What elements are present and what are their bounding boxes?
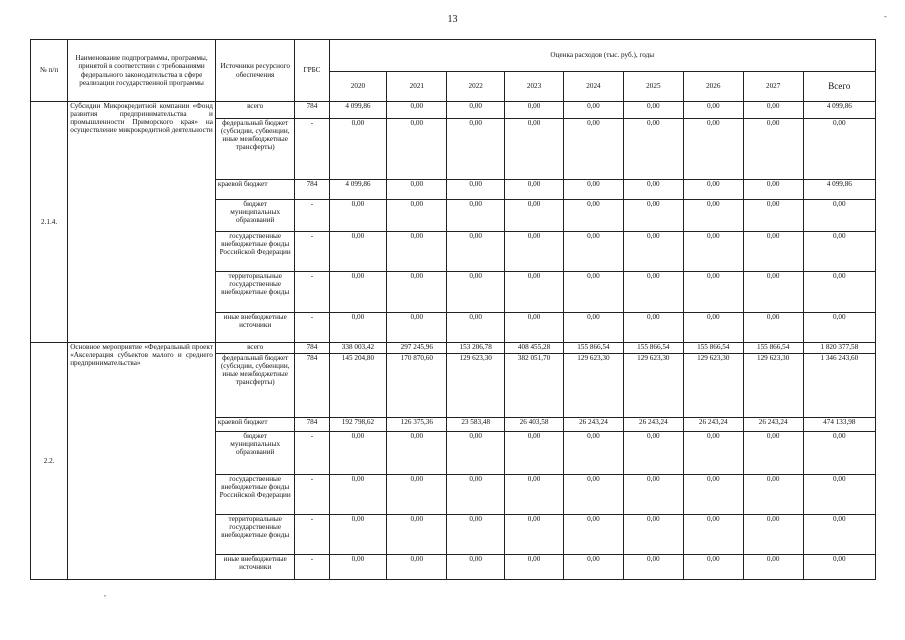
year-value: 0,00 xyxy=(623,200,683,232)
year-value: 0,00 xyxy=(387,232,447,272)
year-value: 0,00 xyxy=(505,180,564,200)
year-value: 0,00 xyxy=(563,555,623,580)
year-value: 0,00 xyxy=(683,102,743,119)
col-header-year: 2022 xyxy=(447,72,505,102)
total-value: 4 099,86 xyxy=(803,180,875,200)
total-value: 0,00 xyxy=(803,432,875,475)
year-value: 0,00 xyxy=(447,232,505,272)
year-value: 0,00 xyxy=(683,475,743,515)
year-value: 0,00 xyxy=(447,119,505,180)
grbs-code: 784 xyxy=(295,343,329,354)
funding-source: территориальные государственные внебюджетные фонды xyxy=(215,515,295,555)
year-value: 0,00 xyxy=(447,475,505,515)
total-value: 0,00 xyxy=(803,475,875,515)
total-value: 0,00 xyxy=(803,515,875,555)
year-value: 0,00 xyxy=(683,313,743,343)
funding-source: бюджет муниципальных образований xyxy=(215,432,295,475)
total-value: 0,00 xyxy=(803,272,875,313)
funding-source: иные внебюджетные источники xyxy=(215,313,295,343)
year-value: 0,00 xyxy=(623,432,683,475)
total-value: 0,00 xyxy=(803,232,875,272)
year-value: 0,00 xyxy=(329,313,387,343)
year-value: 26 403,58 xyxy=(505,418,564,432)
year-value: 0,00 xyxy=(683,119,743,180)
grbs-code: 784 xyxy=(295,180,329,200)
year-value: 0,00 xyxy=(683,200,743,232)
year-value: 0,00 xyxy=(447,313,505,343)
funding-source: государственные внебюджетные фонды Российской Федерации xyxy=(215,232,295,272)
year-value: 153 206,78 xyxy=(447,343,505,354)
year-value: 0,00 xyxy=(505,200,564,232)
grbs-code: 784 xyxy=(295,418,329,432)
page-number: 13 xyxy=(447,14,458,25)
year-value: 0,00 xyxy=(743,555,803,580)
col-header-year: 2023 xyxy=(505,72,564,102)
year-value: 26 243,24 xyxy=(683,418,743,432)
grbs-code: - xyxy=(295,432,329,475)
year-value: 0,00 xyxy=(743,432,803,475)
year-value: 0,00 xyxy=(505,432,564,475)
grbs-code: - xyxy=(295,313,329,343)
year-value: 0,00 xyxy=(743,313,803,343)
col-header-total: Всего xyxy=(803,72,875,102)
year-value: 0,00 xyxy=(623,313,683,343)
year-value: 129 623,30 xyxy=(683,354,743,418)
col-header-year: 2025 xyxy=(623,72,683,102)
year-value: 0,00 xyxy=(329,272,387,313)
year-value: 0,00 xyxy=(505,272,564,313)
year-value: 0,00 xyxy=(563,515,623,555)
total-value: 474 133,98 xyxy=(803,418,875,432)
year-value: 0,00 xyxy=(505,232,564,272)
funding-source: иные внебюджетные источники xyxy=(215,555,295,580)
col-header-estimate: Оценка расходов (тыс. руб.), годы xyxy=(329,40,875,72)
year-value: 0,00 xyxy=(623,272,683,313)
col-header-number: № п/п xyxy=(31,40,68,102)
grbs-code: - xyxy=(295,555,329,580)
funding-source: территориальные государственные внебюджетные фонды xyxy=(215,272,295,313)
grbs-code: - xyxy=(295,475,329,515)
year-value: 382 051,70 xyxy=(505,354,564,418)
total-value: 0,00 xyxy=(803,313,875,343)
year-value: 0,00 xyxy=(683,232,743,272)
year-value: 0,00 xyxy=(329,232,387,272)
year-value: 192 798,62 xyxy=(329,418,387,432)
grbs-code: 784 xyxy=(295,354,329,418)
year-value: 0,00 xyxy=(563,232,623,272)
row-number: 2.1.4. xyxy=(31,102,68,343)
table-header xyxy=(31,40,876,102)
col-header-source: Источники ресурсного обеспечения xyxy=(215,40,295,102)
year-value: 0,00 xyxy=(447,432,505,475)
activity-name: Субсидии Микрокредитной компании «Фонд развития предпринимательства и промышленности Приморского края» на осуществление микрокредитной деятельности xyxy=(68,102,216,343)
year-value: 155 866,54 xyxy=(623,343,683,354)
scan-mark: , xyxy=(104,589,106,598)
year-value: 0,00 xyxy=(329,515,387,555)
col-header-year: 2026 xyxy=(683,72,743,102)
year-value: 170 870,60 xyxy=(387,354,447,418)
col-header-year: 2024 xyxy=(563,72,623,102)
year-value: 26 243,24 xyxy=(623,418,683,432)
total-value: 0,00 xyxy=(803,200,875,232)
year-value: 0,00 xyxy=(387,180,447,200)
year-value: 0,00 xyxy=(387,272,447,313)
year-value: 0,00 xyxy=(623,475,683,515)
row-number: 2.2. xyxy=(31,343,68,580)
activity-name: Основное мероприятие «Федеральный проект «Акселерация субъектов малого и среднего предпринимательства» xyxy=(68,343,216,580)
table-body xyxy=(31,102,876,580)
year-value: 0,00 xyxy=(447,200,505,232)
year-value: 0,00 xyxy=(563,475,623,515)
year-value: 0,00 xyxy=(623,102,683,119)
year-value: 26 243,24 xyxy=(563,418,623,432)
year-value: 23 583,48 xyxy=(447,418,505,432)
year-value: 0,00 xyxy=(387,313,447,343)
year-value: 0,00 xyxy=(683,180,743,200)
year-value: 0,00 xyxy=(563,272,623,313)
year-value: 129 623,30 xyxy=(447,354,505,418)
year-value: 155 866,54 xyxy=(563,343,623,354)
year-value: 0,00 xyxy=(505,119,564,180)
scan-mark: - xyxy=(884,12,887,21)
year-value: 0,00 xyxy=(329,475,387,515)
year-value: 0,00 xyxy=(329,119,387,180)
year-value: 0,00 xyxy=(447,102,505,119)
funding-source: федеральный бюджет (субсидии, субвенции, иные межбюджетные трансферты) xyxy=(215,354,295,418)
year-value: 155 866,54 xyxy=(743,343,803,354)
funding-source: государственные внебюджетные фонды Российской Федерации xyxy=(215,475,295,515)
year-value: 0,00 xyxy=(505,555,564,580)
year-value: 0,00 xyxy=(329,432,387,475)
year-value: 0,00 xyxy=(623,180,683,200)
year-value: 0,00 xyxy=(563,180,623,200)
year-value: 129 623,30 xyxy=(743,354,803,418)
year-value: 0,00 xyxy=(743,272,803,313)
year-value: 0,00 xyxy=(623,232,683,272)
year-value: 297 245,96 xyxy=(387,343,447,354)
year-value: 0,00 xyxy=(387,555,447,580)
year-value: 0,00 xyxy=(387,102,447,119)
year-value: 0,00 xyxy=(505,313,564,343)
year-value: 129 623,30 xyxy=(623,354,683,418)
year-value: 0,00 xyxy=(563,313,623,343)
year-value: 0,00 xyxy=(387,200,447,232)
year-value: 126 375,36 xyxy=(387,418,447,432)
year-value: 0,00 xyxy=(563,200,623,232)
year-value: 4 099,86 xyxy=(329,180,387,200)
total-value: 4 099,86 xyxy=(803,102,875,119)
grbs-code: 784 xyxy=(295,102,329,119)
grbs-code: - xyxy=(295,272,329,313)
col-header-year: 2021 xyxy=(387,72,447,102)
total-value: 1 346 243,60 xyxy=(803,354,875,418)
col-header-year: 2027 xyxy=(743,72,803,102)
year-value: 0,00 xyxy=(743,200,803,232)
year-value: 0,00 xyxy=(743,119,803,180)
table-row xyxy=(31,102,876,119)
budget-table xyxy=(30,39,876,580)
col-header-grbs: ГРБС xyxy=(295,40,329,102)
year-value: 0,00 xyxy=(563,432,623,475)
year-value: 0,00 xyxy=(563,119,623,180)
year-value: 129 623,30 xyxy=(563,354,623,418)
year-value: 0,00 xyxy=(683,555,743,580)
year-value: 0,00 xyxy=(447,515,505,555)
year-value: 0,00 xyxy=(743,515,803,555)
funding-source: краевой бюджет xyxy=(215,418,295,432)
grbs-code: - xyxy=(295,119,329,180)
year-value: 155 866,54 xyxy=(683,343,743,354)
grbs-code: - xyxy=(295,232,329,272)
year-value: 408 455,28 xyxy=(505,343,564,354)
year-value: 0,00 xyxy=(623,515,683,555)
year-value: 0,00 xyxy=(505,515,564,555)
year-value: 0,00 xyxy=(743,475,803,515)
year-value: 0,00 xyxy=(447,555,505,580)
grbs-code: - xyxy=(295,515,329,555)
year-value: 0,00 xyxy=(505,475,564,515)
year-value: 0,00 xyxy=(329,555,387,580)
year-value: 0,00 xyxy=(387,515,447,555)
year-value: 0,00 xyxy=(683,515,743,555)
year-value: 0,00 xyxy=(563,102,623,119)
year-value: 0,00 xyxy=(743,232,803,272)
grbs-code: - xyxy=(295,200,329,232)
total-value: 0,00 xyxy=(803,119,875,180)
year-value: 0,00 xyxy=(447,272,505,313)
year-value: 0,00 xyxy=(505,102,564,119)
year-value: 0,00 xyxy=(387,475,447,515)
header-row xyxy=(31,40,876,72)
table-row xyxy=(31,343,876,354)
funding-source: всего xyxy=(215,343,295,354)
funding-source: всего xyxy=(215,102,295,119)
funding-source: бюджет муниципальных образований xyxy=(215,200,295,232)
year-value: 0,00 xyxy=(447,180,505,200)
year-value: 0,00 xyxy=(743,102,803,119)
year-value: 338 003,42 xyxy=(329,343,387,354)
year-value: 145 204,80 xyxy=(329,354,387,418)
year-value: 26 243,24 xyxy=(743,418,803,432)
year-value: 0,00 xyxy=(329,200,387,232)
year-value: 4 099,86 xyxy=(329,102,387,119)
year-value: 0,00 xyxy=(387,432,447,475)
year-value: 0,00 xyxy=(387,119,447,180)
year-value: 0,00 xyxy=(623,119,683,180)
funding-source: федеральный бюджет (субсидии, субвенции, иные межбюджетные трансферты) xyxy=(215,119,295,180)
total-value: 0,00 xyxy=(803,555,875,580)
year-value: 0,00 xyxy=(683,432,743,475)
col-header-name: Наименование подпрограммы, программы, принятой в соответствии с требованиями федерального законодательства в сфере реализации государственной программы xyxy=(68,40,216,102)
col-header-year: 2020 xyxy=(329,72,387,102)
year-value: 0,00 xyxy=(623,555,683,580)
year-value: 0,00 xyxy=(743,180,803,200)
funding-source: краевой бюджет xyxy=(215,180,295,200)
total-value: 1 820 377,58 xyxy=(803,343,875,354)
year-value: 0,00 xyxy=(683,272,743,313)
